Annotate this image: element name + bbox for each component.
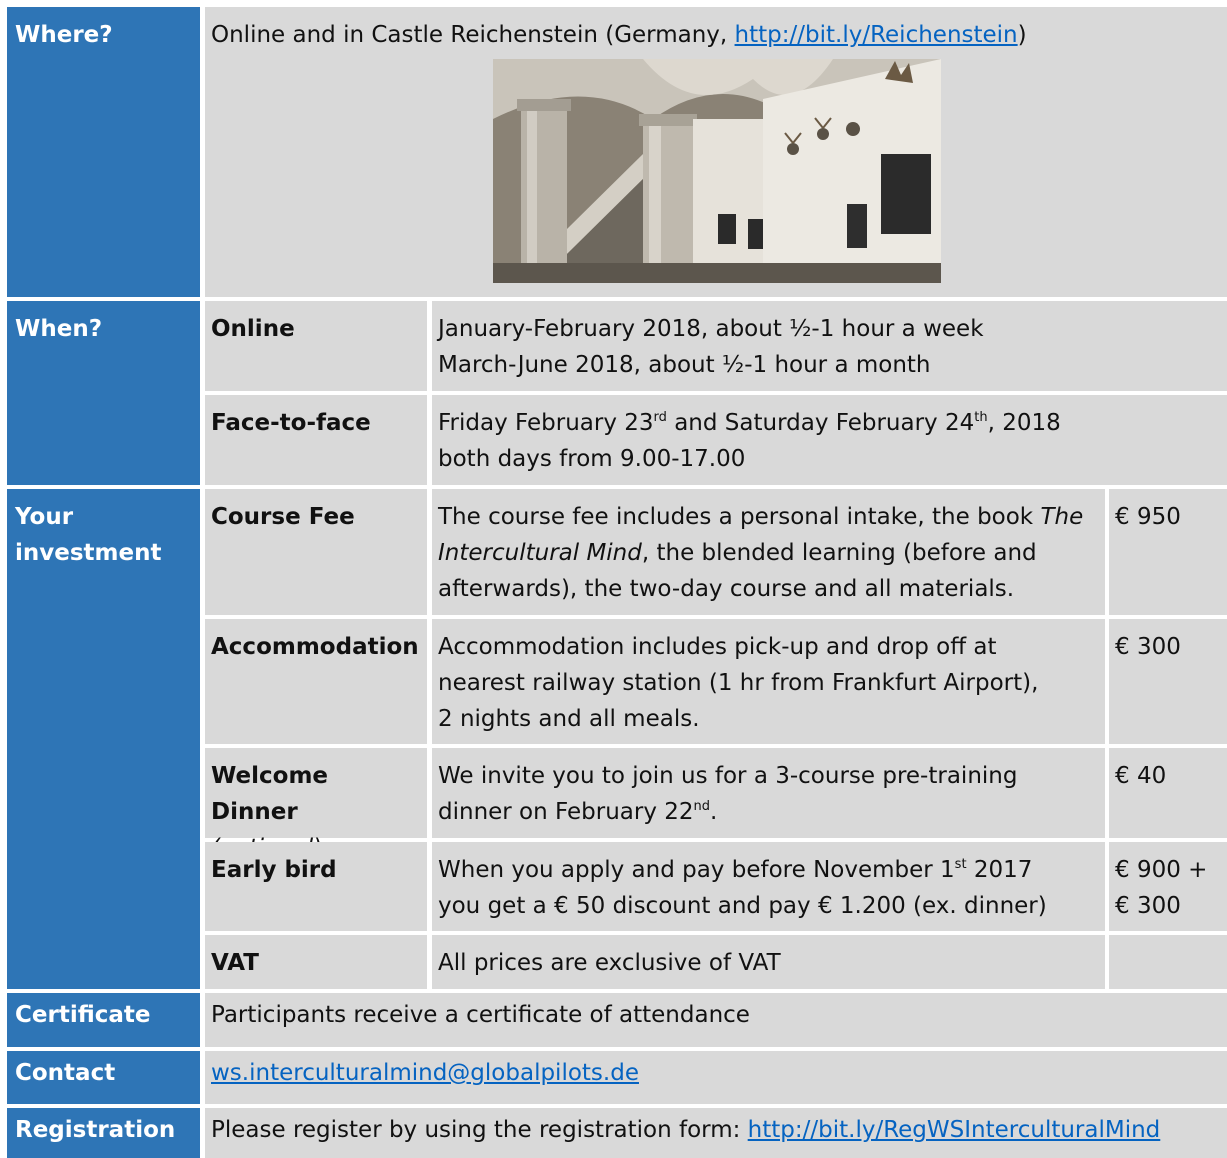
dinner-date: dinner on February 22 xyxy=(438,799,694,825)
accommodation-desc xyxy=(432,619,1105,744)
row-label-where xyxy=(7,7,200,297)
where-label: Where? xyxy=(15,22,113,48)
f2f-date-2: and Saturday February 24 xyxy=(666,410,975,436)
dinner-label-cell xyxy=(205,748,427,838)
castle-link[interactable]: http://bit.ly/Reichenstein xyxy=(734,22,1018,48)
course-fee-label-cell xyxy=(205,489,427,615)
dinner-price: € 40 xyxy=(1115,763,1167,789)
vat-desc xyxy=(432,935,1105,989)
early-bird-year: 2017 xyxy=(966,857,1033,883)
where-text-end: ) xyxy=(1017,22,1027,48)
course-fee-text: The course fee includes a personal intake, the book xyxy=(438,504,1041,530)
contact-content xyxy=(205,1051,1227,1104)
f2f-sup-2: th xyxy=(974,410,988,425)
row-label-registration xyxy=(7,1108,200,1158)
dinner-line-1: We invite you to join us for a 3-course pre-training xyxy=(438,763,1018,789)
vat-text: All prices are exclusive of VAT xyxy=(438,950,781,976)
f2f-label-cell xyxy=(205,395,427,485)
row-label-investment xyxy=(7,489,200,989)
early-bird-price-2: € 300 xyxy=(1115,893,1181,919)
vat-label-cell xyxy=(205,935,427,989)
early-bird-label: Early bird xyxy=(211,857,337,883)
accommodation-line-3: 2 nights and all meals. xyxy=(438,706,700,732)
contact-label: Contact xyxy=(15,1060,116,1086)
when-label: When? xyxy=(15,316,103,342)
investment-label: Your investment xyxy=(15,504,162,566)
f2f-date-1: Friday February 23 xyxy=(438,410,654,436)
course-fee-desc xyxy=(432,489,1105,615)
certificate-text: Participants receive a certificate of attendance xyxy=(211,1002,750,1028)
f2f-line-2: both days from 9.00-17.00 xyxy=(438,446,746,472)
contact-email-link[interactable]: ws.interculturalmind@globalpilots.de xyxy=(211,1060,639,1086)
row-label-contact xyxy=(7,1051,200,1104)
certificate-content xyxy=(205,993,1227,1047)
accommodation-price: € 300 xyxy=(1115,634,1181,660)
f2f-label: Face-to-face xyxy=(211,410,371,436)
online-line-2: March-June 2018, about ½-1 hour a month xyxy=(438,352,931,378)
course-fee-text-end: , the blended learning (before and afterwards), the two-day course and all materials. xyxy=(438,540,1037,602)
registration-label: Registration xyxy=(15,1117,176,1143)
dinner-period: . xyxy=(710,799,718,825)
course-fee-price: € 950 xyxy=(1115,504,1181,530)
dinner-sup: nd xyxy=(693,799,711,814)
certificate-label: Certificate xyxy=(15,1002,151,1028)
dinner-line-2 xyxy=(438,794,1099,830)
dinner-label: Welcome Dinner xyxy=(211,763,329,825)
vat-label: VAT xyxy=(211,950,259,976)
accommodation-line-1: Accommodation includes pick-up and drop off at xyxy=(438,634,997,660)
dinner-desc xyxy=(432,748,1105,838)
where-text: Online and in Castle Reichenstein (Germany, xyxy=(211,22,735,48)
registration-text: Please register by using the registration form: xyxy=(211,1117,748,1143)
row-label-when xyxy=(7,301,200,485)
early-bird-label-cell xyxy=(205,842,427,931)
online-label-cell xyxy=(205,301,427,391)
course-fee-price-cell xyxy=(1109,489,1227,615)
accommodation-line-2: nearest railway station (1 hr from Frankfurt Airport), xyxy=(438,670,1039,696)
online-content xyxy=(432,301,1227,391)
f2f-line-1 xyxy=(438,405,1221,441)
accommodation-price-cell xyxy=(1109,619,1227,744)
early-bird-line-1 xyxy=(438,852,1099,888)
registration-link[interactable]: http://bit.ly/RegWSInterculturalMind xyxy=(747,1117,1161,1143)
early-bird-date: When you apply and pay before November 1 xyxy=(438,857,955,883)
early-bird-price-cell xyxy=(1109,842,1227,931)
early-bird-price-1: € 900 + xyxy=(1115,857,1208,883)
course-fee-label: Course Fee xyxy=(211,504,355,530)
f2f-year: , 2018 xyxy=(987,410,1061,436)
vat-price-cell xyxy=(1109,935,1227,989)
online-label: Online xyxy=(211,316,295,342)
early-bird-sup: st xyxy=(954,857,967,872)
book-title: The Intercultural Mind xyxy=(438,504,1084,566)
early-bird-line-2: you get a € 50 discount and pay € 1.200 (ex. dinner) xyxy=(438,893,1047,919)
row-label-certificate xyxy=(7,993,200,1047)
registration-content xyxy=(205,1108,1227,1158)
accommodation-label-cell xyxy=(205,619,427,744)
early-bird-desc xyxy=(432,842,1105,931)
castle-interior-photo xyxy=(493,59,941,283)
online-line-1: January-February 2018, about ½-1 hour a week xyxy=(438,316,984,342)
dinner-price-cell xyxy=(1109,748,1227,838)
f2f-sup-1: rd xyxy=(653,410,667,425)
f2f-content xyxy=(432,395,1227,485)
accommodation-label: Accommodation xyxy=(211,634,419,660)
